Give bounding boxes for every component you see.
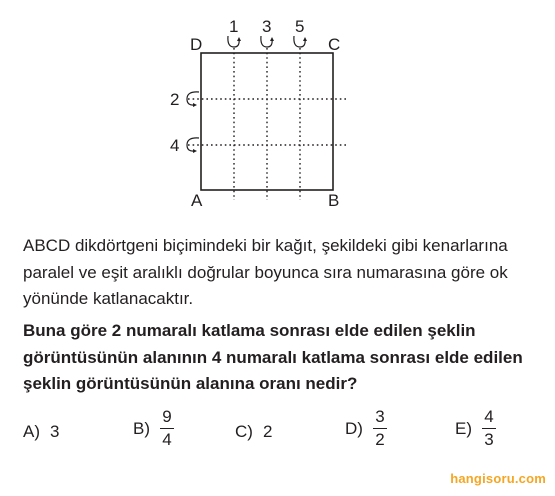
option-b[interactable] bbox=[133, 408, 174, 449]
fold-number-2: 2 bbox=[170, 90, 180, 109]
corner-label-c: C bbox=[328, 35, 341, 54]
option-letter: A) bbox=[23, 422, 40, 441]
option-d[interactable] bbox=[345, 408, 387, 449]
numerator: 4 bbox=[484, 407, 494, 426]
fraction bbox=[373, 408, 387, 449]
denominator: 4 bbox=[162, 430, 172, 449]
fold-number-4: 4 bbox=[170, 136, 180, 155]
option-letter: C) bbox=[235, 422, 253, 441]
question-text: ABCD dikdörtgeni biçimindeki bir kağıt, şekildeki gibi kenarlarına paralel ve eşit aralıklı doğrular boyunca sıra numarasına göre ok yönünde katlanacaktır. bbox=[23, 236, 508, 308]
rectangle-abcd bbox=[201, 53, 333, 190]
top-arrow-heads bbox=[237, 37, 307, 41]
option-letter: D) bbox=[345, 418, 363, 438]
corner-label-a: A bbox=[191, 191, 203, 210]
numerator: 9 bbox=[162, 407, 172, 426]
fold-number-1: 1 bbox=[229, 17, 239, 36]
curved-arrow-icon bbox=[261, 36, 272, 47]
option-e[interactable] bbox=[455, 408, 496, 449]
option-value: 2 bbox=[262, 422, 273, 441]
option-a[interactable] bbox=[23, 422, 59, 442]
option-c[interactable] bbox=[235, 422, 272, 442]
vertical-fold-lines bbox=[234, 48, 300, 200]
option-value: 3 bbox=[50, 422, 60, 441]
curved-arrow-icon bbox=[228, 36, 239, 47]
fraction bbox=[160, 408, 174, 449]
corner-label-b: B bbox=[328, 191, 340, 210]
folding-figure bbox=[0, 0, 555, 225]
watermark: hangisoru.com bbox=[450, 471, 546, 486]
corner-label-d: D bbox=[190, 35, 203, 54]
fold-number-5: 5 bbox=[295, 17, 305, 36]
horizontal-fold-lines bbox=[188, 99, 348, 145]
question-stem: Buna göre 2 numaralı katlama sonrası elde edilen şeklin görüntüsünün alanının 4 numaralı katlama sonrası elde edilen şeklin görüntüsünün alanına oranı nedir? bbox=[23, 321, 523, 393]
denominator: 2 bbox=[375, 430, 385, 449]
fraction bbox=[482, 408, 496, 449]
curved-arrow-icon bbox=[294, 36, 305, 47]
denominator: 3 bbox=[484, 430, 494, 449]
left-fold-arrows bbox=[187, 92, 199, 151]
option-letter: E) bbox=[455, 418, 472, 438]
top-fold-arrows bbox=[228, 36, 305, 47]
numerator: 3 bbox=[375, 407, 385, 426]
option-letter: B) bbox=[133, 418, 150, 438]
fold-number-3: 3 bbox=[262, 17, 272, 36]
